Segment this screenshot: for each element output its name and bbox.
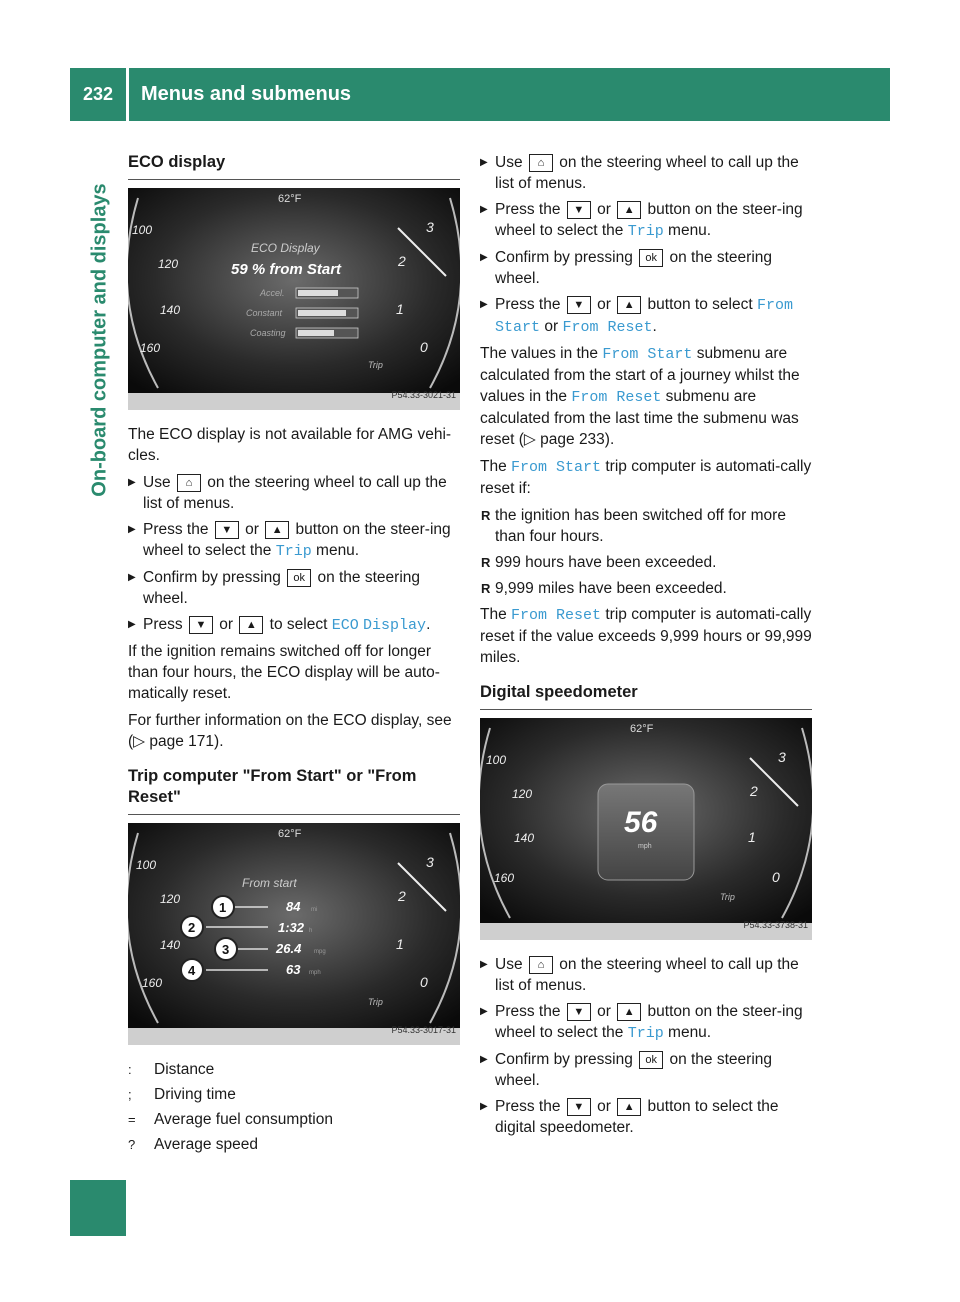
eco-reset-paragraph: If the ignition remains switched off for longer than four hours, the ECO display will be auto-matically reset. [128,643,440,702]
menu-name-trip: Trip [627,223,664,240]
down-arrow-key-icon: ▼ [567,1003,591,1021]
speed-tick: 160 [494,871,515,885]
digital-speedometer-heading: Digital speedometer [480,682,812,710]
eco-display-figure [128,188,460,410]
down-arrow-key-icon: ▼ [189,616,213,634]
eco-bar-fill [298,330,334,336]
rev-tick: 1 [748,829,756,845]
section-title: Menus and submenus [141,83,352,105]
callout-number: 3 [222,942,230,957]
right-column [480,152,812,1143]
speedometer-cluster-illustration [480,718,812,940]
trip-value-distance: 84 [286,899,301,914]
legend-item [128,1059,460,1080]
rev-tick: 2 [398,888,406,904]
up-arrow-key-icon: ▲ [617,1098,641,1116]
values-paragraph: The values in the From Start submenu are calculated from the start of a journey whilst the values in the From Reset submenu are calculated from the last time the submenu was reset (▷ page 233). [480,345,800,448]
eco-value: 59 % from Start [231,261,342,278]
speed-tick: 140 [514,831,535,845]
menu-name-display: Display [363,617,427,634]
down-arrow-key-icon: ▼ [215,521,239,539]
trip-unit: mi [311,907,318,913]
trip-title: From start [242,876,297,890]
legend-marker: ? [128,1137,136,1152]
header-divider [126,68,129,121]
trip-computer-heading: Trip computer "From Start" or "From Reset" [128,766,460,815]
eco-display-heading: ECO display [128,152,460,180]
up-arrow-key-icon: ▲ [617,296,641,314]
rev-tick: 1 [396,936,404,952]
rev-tick: 2 [750,783,758,799]
up-arrow-key-icon: ▲ [617,201,641,219]
instruction-step: ▶ Press the ▼ or ▲ button on the steer-ing wheel to select the Trip menu. [480,1001,812,1044]
speed-tick: 120 [160,892,181,906]
legend-item [128,1084,460,1105]
rev-tick: 3 [426,219,434,235]
instruction-step: ▶ Press the ▼ or ▲ button to select From Start or From Reset. [480,294,812,338]
eco-row-label: Accel. [260,288,285,298]
rev-tick: 3 [426,854,434,870]
speed-tick: 100 [132,223,153,237]
instruction-step: ▶ Use ⌂ on the steering wheel to call up the list of menus. [128,472,460,514]
trip-value-speed: 63 [286,962,301,977]
trip-label: Trip [368,997,383,1007]
instruction-step: ▶ Press the ▼ or ▲ button to select the digital speedometer. [480,1096,812,1138]
callout-number: 1 [219,900,227,915]
speed-tick: 160 [140,341,161,355]
trip-computer-figure [128,823,460,1045]
figure-reference: P54.33-3017-31 [391,1025,456,1035]
instruction-step: ▶ Confirm by pressing ok on the steering wheel. [480,247,812,289]
rev-tick: 2 [398,253,406,269]
legend-marker: ; [128,1087,132,1102]
instruction-step: ▶ Press the ▼ or ▲ button on the steer-ing wheel to select the Trip menu. [480,199,812,242]
speed-tick: 140 [160,938,181,952]
from-reset-paragraph: The From Reset trip computer is automati-cally reset if the value exceeds 9,999 hours or 99,999 miles. [480,606,812,666]
chapter-tab-block [70,1180,126,1236]
legend-marker: : [128,1062,132,1077]
figure-reference: P54.33-3738-31 [743,920,808,930]
instruction-step: ▶ Press the ▼ or ▲ button on the steer-ing wheel to select the Trip menu. [128,519,460,562]
digital-speed-unit: mph [638,843,652,850]
legend-item [128,1109,460,1130]
trip-label: Trip [368,360,383,370]
legend-text: Distance [154,1061,215,1078]
trip-unit: mpg [314,949,326,955]
rev-tick: 1 [396,301,404,317]
eco-row-label: Coasting [250,328,286,338]
trip-temp: 62°F [278,828,302,840]
rev-tick: 0 [420,339,428,355]
trip-value-fuel: 26.4 [276,941,302,956]
down-arrow-key-icon: ▼ [567,296,591,314]
from-start-reset-paragraph: The From Start trip computer is automati-cally reset if: [480,458,812,497]
eco-further-info: For further information on the ECO display, see (▷ page 171). [128,712,452,750]
left-column [128,152,460,1159]
callout-number: 2 [188,920,196,935]
up-arrow-key-icon: ▲ [265,521,289,539]
up-arrow-key-icon: ▲ [617,1003,641,1021]
up-arrow-key-icon: ▲ [239,616,263,634]
eco-cluster-illustration [128,188,460,410]
callout-number: 4 [188,963,196,978]
eco-title: ECO Display [251,241,320,255]
instruction-step: ▶ Press ▼ or ▲ to select ECO Display. [128,614,460,636]
menu-name-from-reset: From Reset [562,319,653,336]
page-number: 232 [82,84,114,104]
down-arrow-key-icon: ▼ [567,1098,591,1116]
ok-key-icon: ok [287,569,311,587]
trip-label: Trip [720,892,735,902]
trip-unit: h [309,928,313,934]
eco-amg-note: The ECO display is not available for AMG vehi-cles. [128,426,452,464]
speed-tick: 100 [486,753,507,767]
ok-key-icon: ok [639,249,663,267]
trip-value-time: 1:32 [278,920,305,935]
figure-reference: P54.33-3021-31 [391,390,456,400]
instruction-step: ▶ Use ⌂ on the steering wheel to call up the list of menus. [480,954,812,996]
eco-temp: 62°F [278,193,302,205]
legend-marker: = [128,1112,136,1127]
speed-tick: 160 [142,976,163,990]
home-key-icon: ⌂ [529,956,553,974]
down-arrow-key-icon: ▼ [567,201,591,219]
rev-tick: 3 [778,749,786,765]
legend-text: Driving time [154,1086,236,1103]
speed-tick: 120 [512,787,533,801]
menu-name-from-start: From Start [495,297,793,336]
ok-key-icon: ok [639,1051,663,1069]
chapter-side-label: On-board computer and displays [88,183,111,497]
menu-name-trip: Trip [275,543,312,560]
bullet-item: R the ignition has been switched off for more than four hours. [480,505,812,547]
eco-bar-fill [298,290,338,296]
trip-unit: mph [309,970,321,976]
digital-speed-value: 56 [624,806,658,839]
speedo-temp: 62°F [630,723,654,735]
bullet-item: R 999 hours have been exceeded. [480,552,812,573]
trip-cluster-illustration [128,823,460,1045]
menu-name-trip: Trip [627,1025,664,1042]
home-key-icon: ⌂ [529,154,553,172]
legend-text: Average speed [154,1136,258,1153]
speed-tick: 120 [158,257,179,271]
digital-speedometer-figure [480,718,812,940]
legend-text: Average fuel consumption [154,1111,333,1128]
home-key-icon: ⌂ [177,474,201,492]
instruction-step: ▶ Confirm by pressing ok on the steering wheel. [480,1049,812,1091]
instruction-step: ▶ Confirm by pressing ok on the steering wheel. [128,567,460,609]
legend-item [128,1134,460,1155]
bullet-item: R 9,999 miles have been exceeded. [480,578,812,599]
menu-name-eco: ECO [331,617,359,634]
eco-bar-fill [298,310,346,316]
instruction-step: ▶ Use ⌂ on the steering wheel to call up the list of menus. [480,152,812,194]
speed-tick: 140 [160,303,181,317]
rev-tick: 0 [772,869,780,885]
eco-row-label: Constant [246,308,283,318]
speed-tick: 100 [136,858,157,872]
rev-tick: 0 [420,974,428,990]
